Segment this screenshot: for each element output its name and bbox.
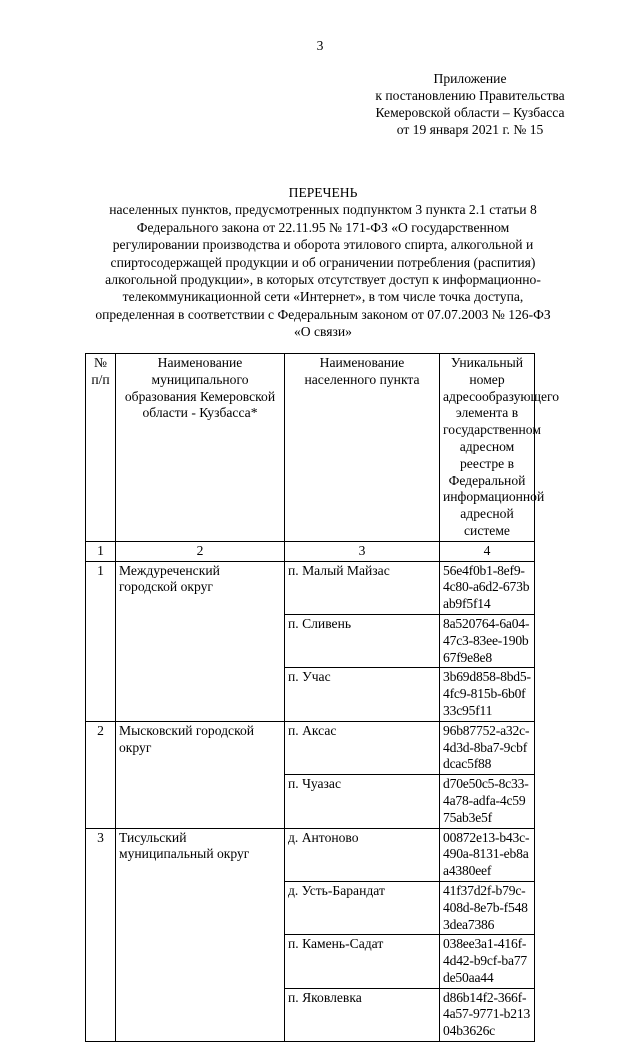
settlement-cell: п. Сливень — [285, 614, 440, 667]
settlement-cell: п. Аксас — [285, 721, 440, 774]
uid-cell: d86b14f2-366f-4a57-9771-b21304b3626c — [440, 988, 535, 1041]
appendix-line: Приложение — [433, 71, 507, 86]
uid-cell: 3b69d858-8bd5-4fc9-815b-6b0f33c95f11 — [440, 668, 535, 721]
header-num: № п/п — [86, 354, 116, 542]
row-number: 2 — [86, 721, 116, 828]
list-heading: ПЕРЕЧЕНЬ — [288, 185, 358, 200]
appendix-line: от 19 января 2021 г. № 15 — [396, 122, 544, 137]
uid-cell: d70e50c5-8c33-4a78-adfa-4c5975ab3e5f — [440, 775, 535, 828]
settlement-cell: п. Учас — [285, 668, 440, 721]
settlement-cell: п. Чуазас — [285, 775, 440, 828]
municipality-cell: Тисульский муниципальный округ — [116, 828, 285, 1042]
settlement-cell: п. Малый Майзас — [285, 561, 440, 614]
column-index-row — [86, 541, 535, 561]
table-row — [86, 561, 535, 614]
settlement-cell: п. Камень-Садат — [285, 935, 440, 988]
uid-cell: 8a520764-6a04-47c3-83ee-190b67f9e8e8 — [440, 614, 535, 667]
column-index: 1 — [86, 541, 116, 561]
header-uid: Уникальный номер адресообразующего элемента в государственном адресном реестре в Федеральной информационной адресной системе — [440, 354, 535, 542]
settlement-cell: д. Антоново — [285, 828, 440, 881]
list-title — [95, 184, 551, 341]
header-settlement: Наименование населенного пункта — [285, 354, 440, 542]
settlements-table — [85, 353, 560, 1042]
uid-cell: 00872e13-b43c-490a-8131-eb8aa4380eef — [440, 828, 535, 881]
row-number: 3 — [86, 828, 116, 1042]
appendix-line: Кемеровской области – Кузбасса — [375, 105, 565, 120]
settlement-cell: п. Яковлевка — [285, 988, 440, 1041]
column-index: 2 — [116, 541, 285, 561]
municipality-cell: Мысковский городской округ — [116, 721, 285, 828]
municipality-cell: Междуреченский городской округ — [116, 561, 285, 721]
uid-cell: 96b87752-a32c-4d3d-8ba7-9cbfdcac5f88 — [440, 721, 535, 774]
row-number: 1 — [86, 561, 116, 721]
list-description: населенных пунктов, предусмотренных подпунктом 3 пункта 2.1 статьи 8 Федерального закона от 22.11.95 № 171-ФЗ «О государственном регулировании производства и оборота этилового спирта, алкогольной и спиртосодержащей продукции и об ограничении потребления (распития) алкогольной продукции», в которых отсутствует доступ к информационно-телекоммуникационной сети «Интернет», в том числе точка доступа, определенная в соответствии с Федеральным законом от 07.07.2003 № 126-ФЗ «О связи» — [95, 202, 551, 340]
table-row — [86, 721, 535, 774]
settlement-cell: д. Усть-Барандат — [285, 881, 440, 934]
uid-cell: 038ee3a1-416f-4d42-b9cf-ba77de50aa44 — [440, 935, 535, 988]
table-row — [86, 828, 535, 881]
appendix-header — [350, 70, 590, 138]
column-index: 3 — [285, 541, 440, 561]
uid-cell: 41f37d2f-b79c-408d-8e7b-f5483dea7386 — [440, 881, 535, 934]
header-municipality: Наименование муниципального образования Кемеровской области - Кузбасса* — [116, 354, 285, 542]
appendix-line: к постановлению Правительства — [375, 88, 565, 103]
table-header-row — [86, 354, 535, 542]
column-index: 4 — [440, 541, 535, 561]
page-number: 3 — [316, 38, 324, 53]
uid-cell: 56e4f0b1-8ef9-4c80-a6d2-673bab9f5f14 — [440, 561, 535, 614]
